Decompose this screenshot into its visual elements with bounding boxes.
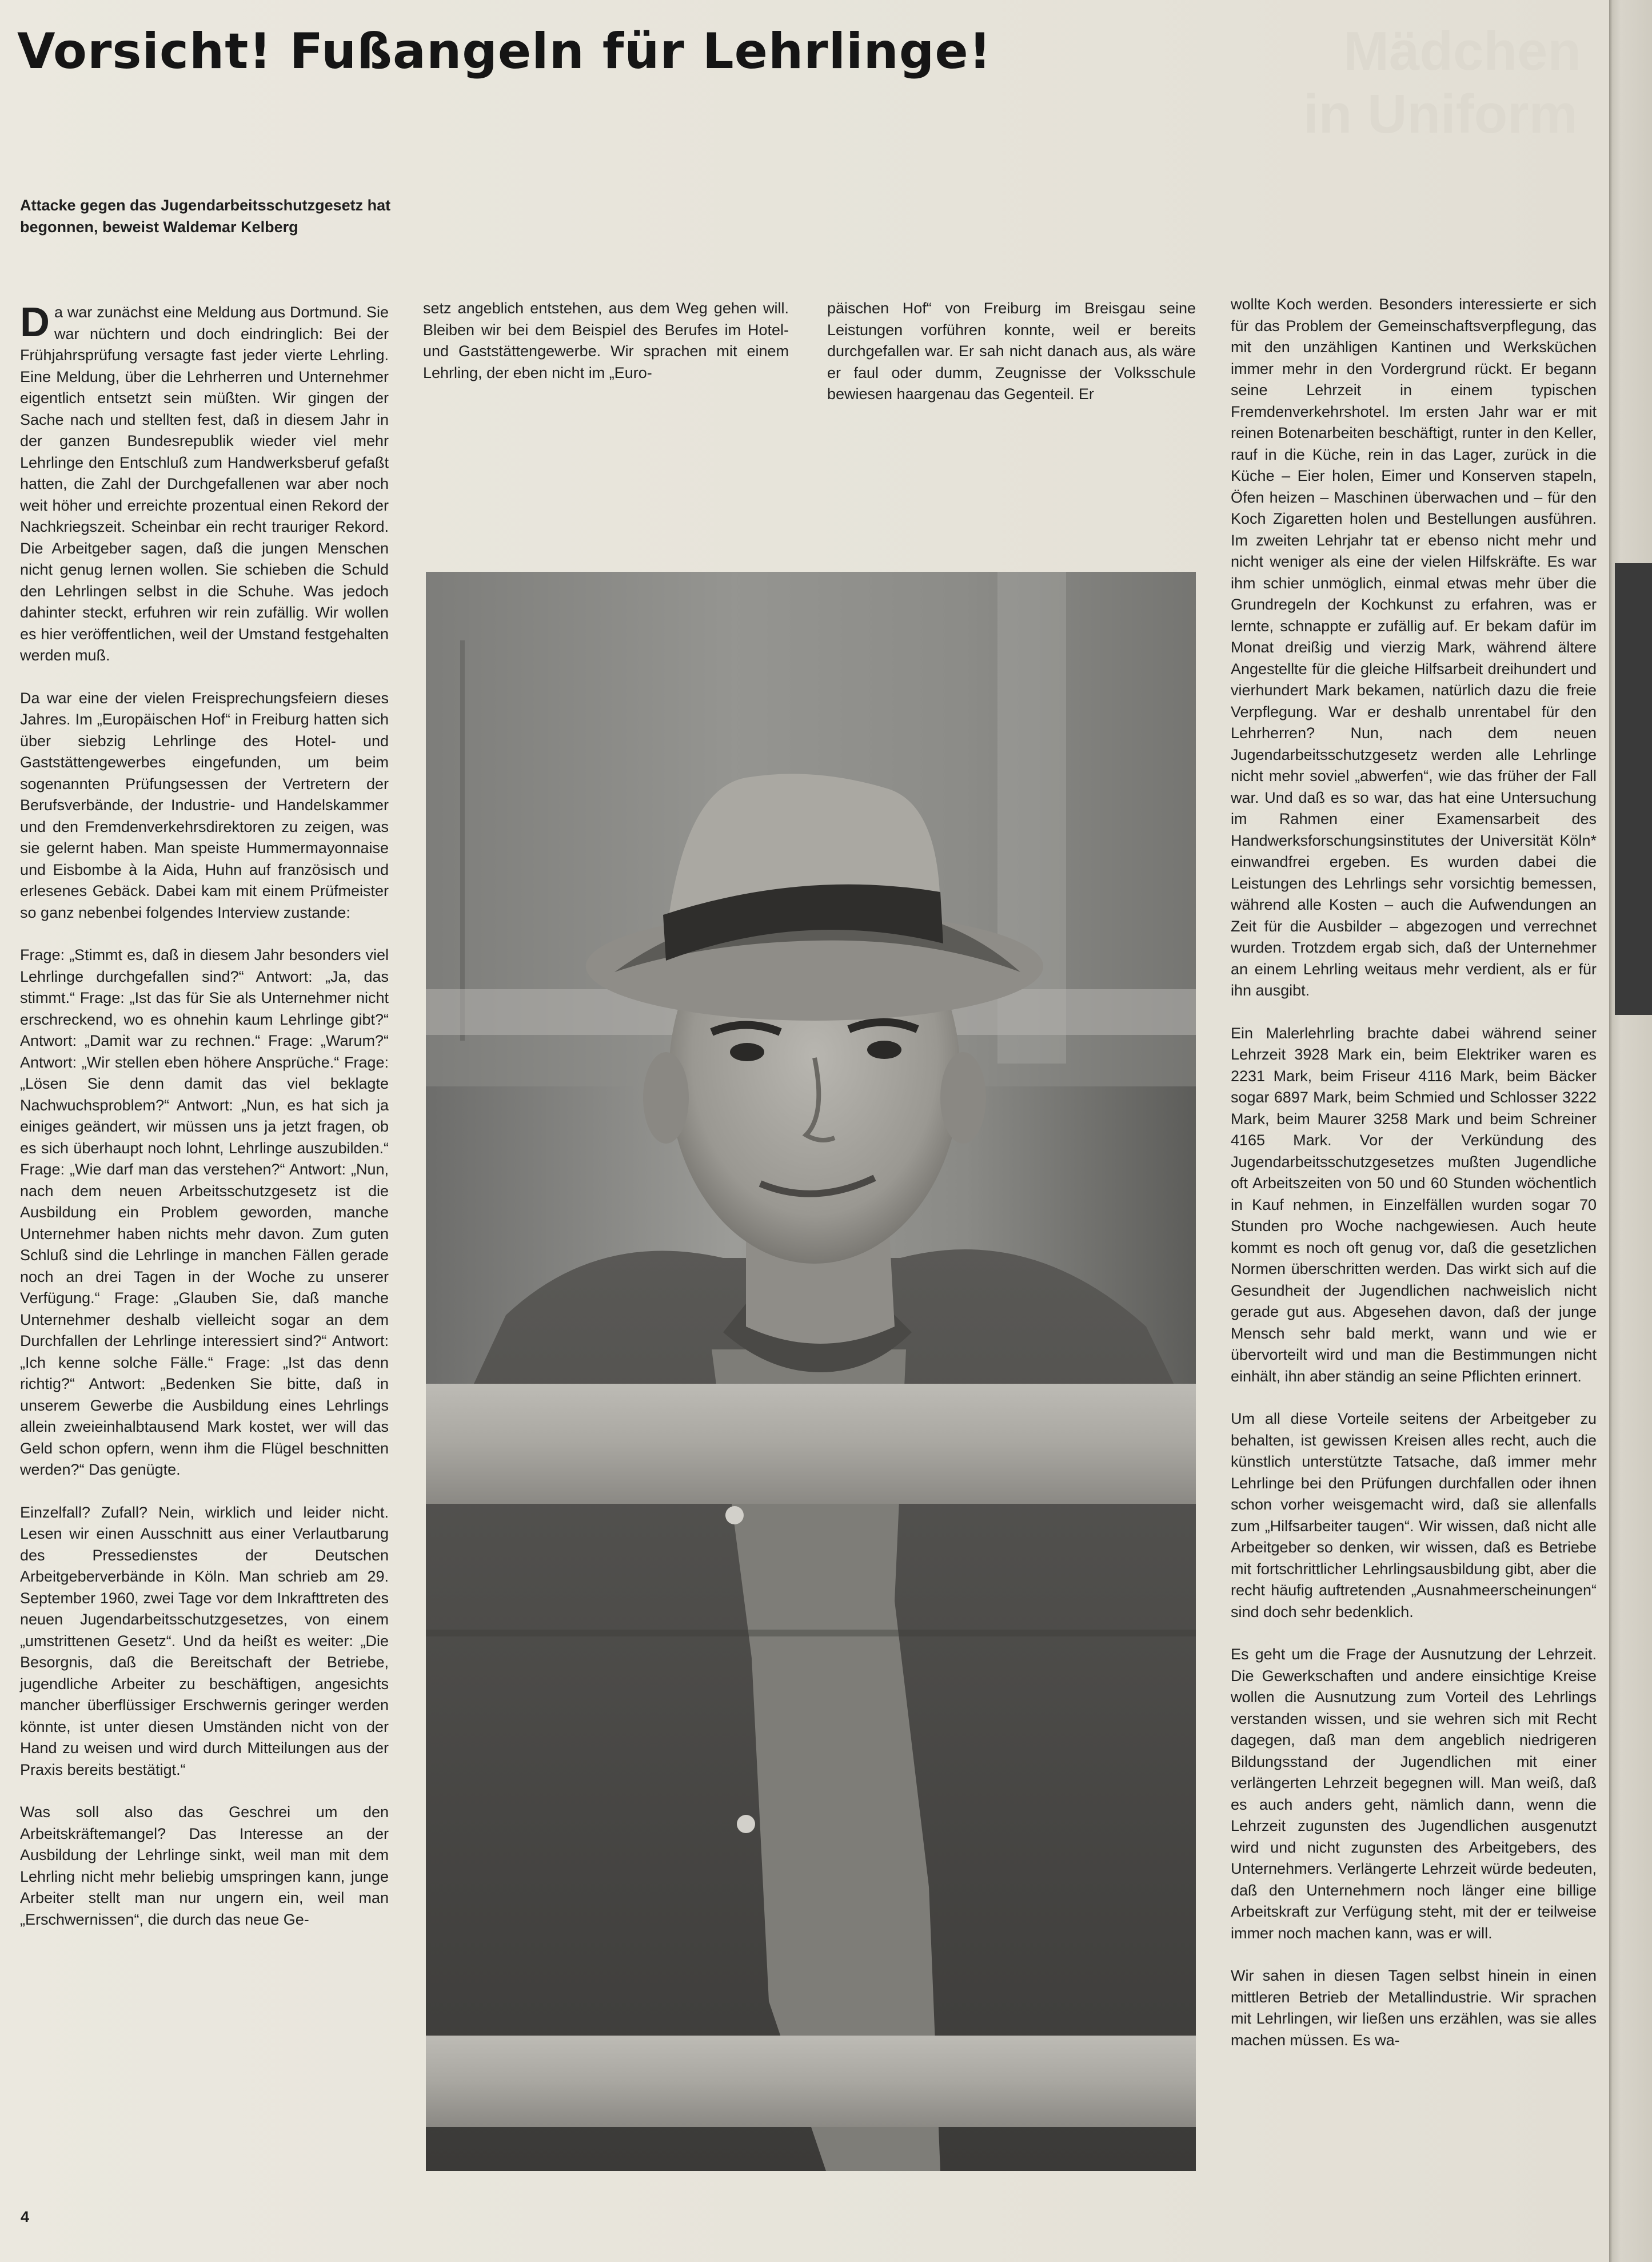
- article-kicker: Attacke gegen das Jugendarbeitsschutzgesetz hat begonnen, beweist Waldemar Kelberg: [20, 197, 391, 236]
- column-4: [1231, 294, 1597, 2051]
- paragraph: Da war eine der vielen Freisprechungsfeiern dieses Jahres. Im „Europäischen Hof“ in Freiburg hatten sich über siebzig Lehrlinge des Hotel- und Gaststättengewerbes eingefunden, um beim sogenannten Prüfungsessen der Vertretern der Berufsverbände, der Industrie- und Handelskammer und den Fremdenverkehrsdirektoren zu zeigen, was sie gelernt haben. Man speiste Hummermayonnaise und Eisbombe à la Aida, Huhn auf französisch und erlesenes Gebäck. Dabei kam mit einem Prüfmeister so ganz nebenbei folgendes Interview zustande:: [20, 689, 389, 921]
- paragraph: Einzelfall? Zufall? Nein, wirklich und leider nicht. Lesen wir einen Ausschnitt aus einer Verlautbarung des Pressedienstes der Deutschen Arbeitgeberverbände in Köln. Man schrieb am 29. September 1960, zwei Tage vor dem Inkrafttreten des neuen Jugendarbeitsschutzgesetzes, von einem „umstrittenen Gesetz“. Und da heißt es weiter: „Die Besorgnis, daß die Bereitschaft der Betriebe, jugendliche Arbeiter zu beschäftigen, angesichts mancher überflüssiger Erschwernis geringer werden könnte, ist unter diesen Umständen nicht von der Hand zu weisen und wird durch Mitteilungen aus der Praxis bereits bestätigt.“: [20, 1503, 389, 1778]
- paragraph: wollte Koch werden. Besonders interessierte er sich für das Problem der Gemeinschaftsverpflegung, das mit den unzähligen Kantinen und Werksküchen immer mehr in den Vordergrund rückt. Er begann seine Lehrzeit in einem typischen Fremdenverkehrshotel. Im ersten Jahr war er mit reinen Botenarbeiten beschäftigt, runter in den Keller, rauf in die Küche, rein in das Lager, zurück in die Küche – Eier holen, Eimer und Konserven stapeln, Öfen heizen – Maschinen überwachen und – für den Koch Zigaretten holen und Bestellungen ausführen. Im zweiten Lehrjahr tat er ebenso nicht mehr und nicht weniger als eine der vielen Hilfskräfte. Es war ihm schier unmöglich, einmal etwas mehr über die Grundregeln der Kochkunst zu erfahren, was er lernte, schnappte er zufällig auf. Er bekam dafür im Monat dreißig und vierzig Mark, während ältere Angestellte für die gleiche Hilfsarbeit dreihundert und vierhundert Mark bekamen, natürlich dazu die freie Verpflegung. War er deshalb unrentabel für den Lehrherren? Nun, nach dem neuen Jugendarbeitsschutzgesetz werden alle Lehrlinge nicht mehr soviel „abwerfen“, wie das früher der Fall war. Und daß es so war, das hat eine Untersuchung im Rahmen einer Examensarbeit des Handwerksforschungsinstitutes der Universität Köln* einwandfrei ergeben. Es wurden dabei die Leistungen des Lehrlings sehr vorsichtig bemessen, während alle Kosten – auch die Aufwendungen an Zeit für die Ausbilder – abgezogen und verrechnet wurden. Trotzdem ergab sich, daß der Unternehmer an einem Lehrling weitaus mehr verdient, als er für ihn ausgibt.: [1231, 296, 1597, 999]
- page-gutter: [1609, 0, 1652, 2262]
- article-headline: Vorsicht! Fußangeln für Lehrlinge!: [17, 23, 992, 80]
- ghost-heading-line-1: Mädchen: [1343, 21, 1582, 82]
- paragraph: Um all diese Vorteile seitens der Arbeitgeber zu behalten, ist gewissen Kreisen alles recht, auch die künstlich unterstützte Tatsache, daß immer mehr Lehrlinge bei den Prüfungen durchfallen oder ihnen schon vorher weisgemacht wird, daß sie allenfalls zum „Hilfsarbeiter taugen“. Wir wissen, daß nicht alle Arbeitgeber so denken, wir wissen, daß es Betriebe mit fortschrittlicher Lehrlingsausbildung gibt, aber die recht häufig auftretenden „Ausnahmeerscheinungen“ sind doch sehr bedenklich.: [1231, 1410, 1597, 1620]
- paragraph: Es geht um die Frage der Ausnutzung der Lehrzeit. Die Gewerkschaften und andere einsichtige Kreise wollen die Ausnutzung zum Vorteil des Lehrlings verstanden wissen, und sie wehren sich mit Recht dagegen, daß man dem angeblich niedrigeren Bildungsstand der Jugendlichen mit einer verlängerten Lehrzeit begegnen will. Man weiß, daß es auch anders geht, nämlich dann, wenn die Lehrzeit zugunsten des Jugendlichen ausgenutzt wird und nicht zugunsten des Arbeitgebers, des Unternehmers. Verlängerte Lehrzeit würde bedeuten, daß den Unternehmern noch länger eine billige Arbeitskraft zur Verfügung steht, mit der er teilweise immer noch machen kann, was er will.: [1231, 1646, 1597, 1942]
- gutter-photo-edge: [1615, 563, 1652, 1015]
- column-2: [423, 298, 789, 384]
- ghost-heading-line-2: in Uniform: [1303, 83, 1578, 145]
- portrait-illustration: [426, 572, 1196, 2171]
- paragraph: Frage: „Stimmt es, daß in diesem Jahr besonders viel Lehrlinge durchgefallen sind?“ Antwort: „Ja, das stimmt.“ Frage: „Ist das für Sie als Unternehmer nicht erschreckend, wo es ohnehin kaum Lehrlinge gibt?“ Antwort: „Damit war zu rechnen.“ Frage: „Warum?“ Antwort: „Wir stellen eben höhere Ansprüche.“ Frage: „Lösen Sie denn damit das viel beklagte Nachwuchsproblem?“ Antwort: „Nun, es hat sich ja einiges geändert, wir müssen uns ja jetzt fragen, ob es sich überhaupt noch lohnt, Lehrlinge auszubilden.“ Frage: „Wie darf man das verstehen?“ Antwort: „Nun, nach dem neuen Arbeitsschutzgesetz ist die Ausbildung ein Problem geworden, manche Unternehmer haben nichts mehr davon. Zum guten Schluß sind die Lehrlinge in manchen Fällen gerade noch an drei Tagen in der Woche zu unserer Verfügung.“ Frage: „Glauben Sie, daß manche Unternehmer deshalb vielleicht sogar an dem Durchfallen der Lehrlinge interessiert sind?“ Antwort: „Ich kenne solche Fälle.“ Frage: „Ist das denn richtig?“ Antwort: „Bedenken Sie bitte, daß in unserem Gewerbe die Ausbildung eines Lehrlings allein zweieinhalbtausend Mark kostet, wer will das Geld schon opfern, wenn ihm die Flügel beschnitten werden?“ Das genügte.: [20, 946, 389, 1478]
- drop-cap: D: [20, 300, 50, 345]
- paragraph: Wir sahen in diesen Tagen selbst hinein in einen mittleren Betrieb der Metallindustrie. Wir sprachen mit Lehrlingen, wir ließen uns erzählen, was sie alles machen müssen. Es wa-: [1231, 1967, 1597, 2049]
- paragraph: Da war zunächst eine Meldung aus Dortmund. Sie war nüchtern und doch eindringlich: Bei der Frühjahrsprüfung versagte fast jeder vierte Lehrling. Eine Meldung, über die Lehrherren und Unternehmer eigentlich entsetzt sein müßten. Wir gingen der Sache nach und stellten fest, daß in diesem Jahr in der ganzen Bundesrepublik wieder viel mehr Lehrlinge den Entschluß zum Handwerksberuf gefaßt hatten, die Zahl der Durchgefallenen war aber noch weit höher und erreichte prozentual einen Rekord der Nachkriegszeit. Scheinbar ein recht trauriger Rekord. Die Arbeitgeber sagen, daß die jungen Menschen nicht genug lernen wollen. Sie schieben die Schuld den Lehrlingen selbst in die Schuhe. Was jedoch dahinter steckt, erfuhren wir rein zufällig. Wir wollen es hier veröffentlichen, weil der Umstand festgehalten werden muß.: [20, 300, 389, 664]
- column-1: [20, 302, 389, 1930]
- column-3: [827, 298, 1196, 405]
- photo-apprentice-portrait: [426, 572, 1196, 2171]
- paragraph: Was soll also das Geschrei um den Arbeitskräftemangel? Das Interesse an der Ausbildung der Lehrlinge sinkt, weil man mit dem Lehrling nicht mehr beliebig umspringen kann, junge Arbeiter stellt man nur ungern ein, weil man „Erschwernissen“, die durch das neue Ge-: [20, 1803, 389, 1928]
- paragraph: setz angeblich entstehen, aus dem Weg gehen will. Bleiben wir bei dem Beispiel des Berufes im Hotel- und Gaststättengewerbe. Wir sprachen mit einem Lehrling, der eben nicht im „Euro-: [423, 300, 789, 381]
- paragraph: päischen Hof“ von Freiburg im Breisgau seine Leistungen vorführen konnte, weil er bereits durchgefallen war. Er sah nicht danach aus, als wäre er faul oder dumm, Zeugnisse der Volksschule bewiesen haargenau das Gegenteil. Er: [827, 300, 1196, 403]
- page-number: 4: [21, 2208, 30, 2225]
- paragraph: Ein Malerlehrling brachte dabei während seiner Lehrzeit 3928 Mark ein, beim Elektriker waren es 2231 Mark, beim Friseur 4116 Mark, beim Bäcker sogar 6897 Mark, beim Schmied und Schlosser 3222 Mark, beim Maurer 3258 Mark und beim Schreiner 4165 Mark. Vor der Verkündung des Jugendarbeitsschutzgesetzes mußten Jugendliche oft Arbeitszeiten von 50 und 60 Stunden wöchentlich in Kauf nehmen, in Einzelfällen wurden sogar 70 Stunden pro Woche nachgewiesen. Auch heute kommt es noch oft genug vor, daß die gesetzlichen Normen überschritten werden. Das wirkt sich auf die Gesundheit der Jugendlichen nachweislich nicht gerade gut aus. Abgesehen davon, daß der junge Mensch sehr bald merkt, wann und wie er übervorteilt wird und man die Bestimmungen nicht einhält, ihn aber ständig an seine Pflichten erinnert.: [1231, 1024, 1597, 1385]
